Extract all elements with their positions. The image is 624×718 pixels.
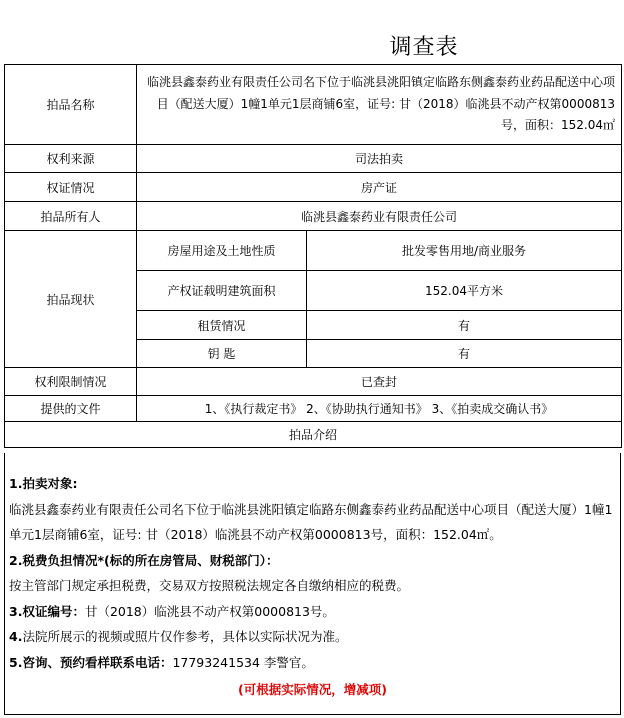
intro-item-4 xyxy=(9,624,616,650)
intro-item-5 xyxy=(9,650,616,676)
survey-table xyxy=(4,64,622,448)
intro-item-3 xyxy=(9,599,616,625)
intro-item-3-text: 甘（2018）临洮县不动产权第0000813号。 xyxy=(84,603,335,619)
documents-label: 提供的文件 xyxy=(5,396,137,422)
area-value: 152.04平方米 xyxy=(307,271,622,311)
intro-item-2 xyxy=(9,548,616,574)
intro-section xyxy=(4,453,621,715)
adjust-note: (可根据实际情况，增减项) xyxy=(238,682,387,697)
intro-item-5-text: 17793241534 李警官。 xyxy=(172,654,314,670)
lease-label: 租赁情况 xyxy=(137,311,307,340)
table-row xyxy=(5,396,622,422)
table-row xyxy=(5,231,622,271)
certificate-value: 房产证 xyxy=(137,173,622,202)
intro-item-1-heading: 1.拍卖对象: xyxy=(9,476,78,491)
intro-item-1-text: 临洮县鑫泰药业有限责任公司名下位于临洮县洮阳镇定临路东侧鑫泰药业药品配送中心项目（配送大厦）1幢1单元1层商铺6室，证号: 甘（2018）临洮县不动产权第0000813号，面积：152.04㎡。 xyxy=(9,501,613,542)
table-row xyxy=(5,65,622,145)
item-name-value: 临洮县鑫泰药业有限责任公司名下位于临洮县洮阳镇定临路东侧鑫泰药业药品配送中心项目（配送大厦）1幢1单元1层商铺6室，证号: 甘（2018）临洮县不动产权第0000813号，面积：152.04㎡ xyxy=(137,65,622,145)
rights-source-label: 权利来源 xyxy=(5,145,137,173)
rights-source-value: 司法拍卖 xyxy=(137,145,622,173)
restriction-value: 已查封 xyxy=(137,368,622,396)
lease-value: 有 xyxy=(307,311,622,340)
page-title: 调查表 xyxy=(389,35,459,60)
intro-item-4-text: 法院所展示的视频或照片仅作参考，具体以实际状况为准。 xyxy=(22,629,348,644)
status-label: 拍品现状 xyxy=(5,231,137,368)
documents-value: 1、《执行裁定书》 2、《协助执行通知书》 3、《拍卖成交确认书》 xyxy=(137,396,622,422)
usage-label: 房屋用途及土地性质 xyxy=(137,231,307,271)
table-row xyxy=(5,145,622,173)
table-row xyxy=(5,422,622,448)
item-name-label: 拍品名称 xyxy=(5,65,137,145)
intro-item-3-heading: 3.权证编号： xyxy=(9,603,85,619)
usage-value: 批发零售用地/商业服务 xyxy=(307,231,622,271)
intro-item-2-heading: 2.税费负担情况*(标的所在房管局、财税部门）： xyxy=(9,552,279,568)
key-value: 有 xyxy=(307,340,622,368)
intro-item-4-heading: 4. xyxy=(9,629,23,644)
intro-item-2-text: 按主管部门规定承担税费，交易双方按照税法规定各自缴纳相应的税费。 xyxy=(9,578,410,593)
owner-label: 拍品所有人 xyxy=(5,202,137,231)
certificate-label: 权证情况 xyxy=(5,173,137,202)
restriction-label: 权利限制情况 xyxy=(5,368,137,396)
area-label: 产权证载明建筑面积 xyxy=(137,271,307,311)
key-label: 钥 匙 xyxy=(137,340,307,368)
owner-value: 临洮县鑫泰药业有限责任公司 xyxy=(137,202,622,231)
table-row xyxy=(5,202,622,231)
table-row xyxy=(5,368,622,396)
intro-item-5-heading: 5.咨询、预约看样联系电话： xyxy=(9,654,173,670)
intro-heading: 拍品介绍 xyxy=(5,422,622,448)
table-row xyxy=(5,173,622,202)
